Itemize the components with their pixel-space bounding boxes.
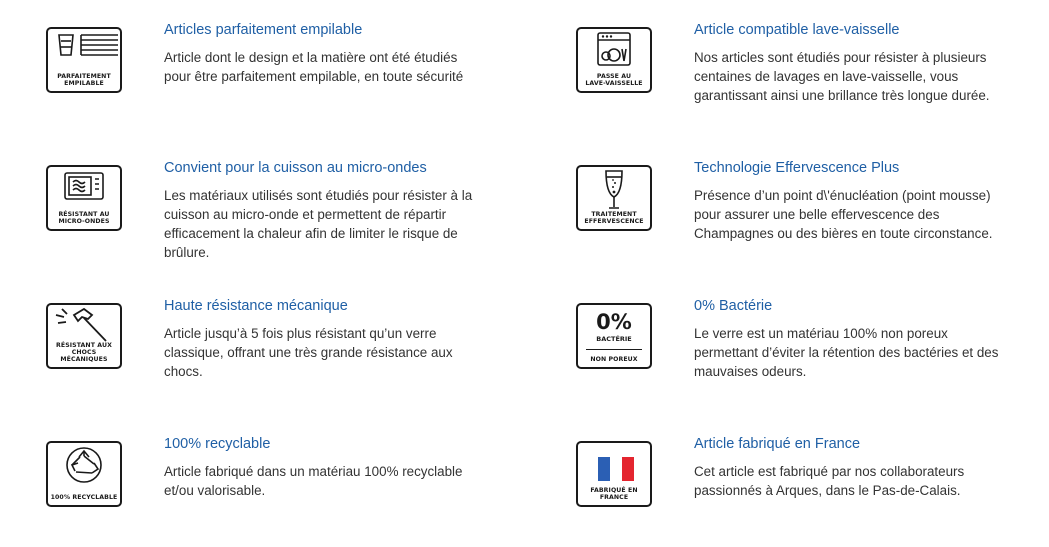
feature-title: 100% recyclable bbox=[164, 436, 271, 452]
feature-description: Article dont le design et la matière ont été étudiés pour être parfaitement empilable, en toute sécurité bbox=[164, 50, 464, 84]
icon-caption: PASSE AU LAVE-VAISSELLE bbox=[585, 73, 643, 87]
effervescence-glass-icon bbox=[576, 165, 652, 231]
french-flag-icon bbox=[576, 441, 652, 507]
microwave-icon bbox=[46, 165, 122, 231]
flag-red-stripe bbox=[622, 457, 634, 481]
stackable-glasses-icon bbox=[46, 27, 122, 93]
icon-caption: RÉSISTANT AU MICRO-ONDES bbox=[58, 211, 110, 225]
feature-title: Articles parfaitement empilable bbox=[164, 22, 363, 38]
feature-title: 0% Bactérie bbox=[694, 298, 773, 314]
feature-title: Technologie Effervescence Plus bbox=[694, 160, 900, 176]
feature-description: Les matériaux utilisés sont étudiés pour résister à la cuisson au micro-onde et permettent de répartir efficacement la chaleur afin de limiter le risque de brûlure. bbox=[164, 188, 473, 260]
flag bbox=[598, 457, 634, 481]
hammer-impact-icon bbox=[46, 303, 122, 369]
icon-caption: FABRIQUÉ EN FRANCE bbox=[590, 487, 638, 501]
icon-caption: TRAITEMENT EFFERVESCENCE bbox=[584, 211, 644, 225]
feature-description: Le verre est un matériau 100% non poreux permettant d’éviter la rétention des bactéries et des mauvaises odeurs. bbox=[694, 326, 999, 379]
flag-blue-stripe bbox=[598, 457, 610, 481]
feature-description: Article jusqu’à 5 fois plus résistant qu’un verre classique, offrant une très grande résistance aux chocs. bbox=[164, 326, 453, 379]
badge-subtitle: BACTÉRIE bbox=[596, 335, 632, 343]
zero-bacteria-icon bbox=[576, 303, 652, 369]
dishwasher-icon bbox=[576, 27, 652, 93]
feature-description: Article fabriqué dans un matériau 100% recyclable et/ou valorisable. bbox=[164, 464, 463, 498]
icon-caption: 100% RECYCLABLE bbox=[50, 494, 118, 501]
icon-caption: NON POREUX bbox=[590, 356, 638, 363]
recycle-icon bbox=[46, 441, 122, 507]
feature-description: Nos articles sont étudiés pour résister à plusieurs centaines de lavages en lave-vaisselle, vous garantissant ainsi une brillance très longue durée. bbox=[694, 50, 990, 103]
feature-title: Article compatible lave-vaisselle bbox=[694, 22, 900, 38]
feature-description: Présence d’un point d\'énucléation (point mousse) pour assurer une belle effervescence des Champagnes ou des bières en toute circonstance. bbox=[694, 188, 993, 241]
feature-title: Article fabriqué en France bbox=[694, 436, 861, 452]
feature-title: Convient pour la cuisson au micro-ondes bbox=[164, 160, 427, 176]
feature-description: Cet article est fabriqué par nos collaborateurs passionnés à Arques, dans le Pas-de-Calais. bbox=[694, 464, 965, 498]
icon-caption: RÉSISTANT AUX CHOCS MÉCANIQUES bbox=[56, 342, 112, 363]
flag-white-stripe bbox=[610, 457, 622, 481]
badge-percent: 0% bbox=[596, 310, 632, 334]
icon-caption: PARFAITEMENT EMPILABLE bbox=[57, 73, 111, 87]
feature-title: Haute résistance mécanique bbox=[164, 298, 348, 314]
